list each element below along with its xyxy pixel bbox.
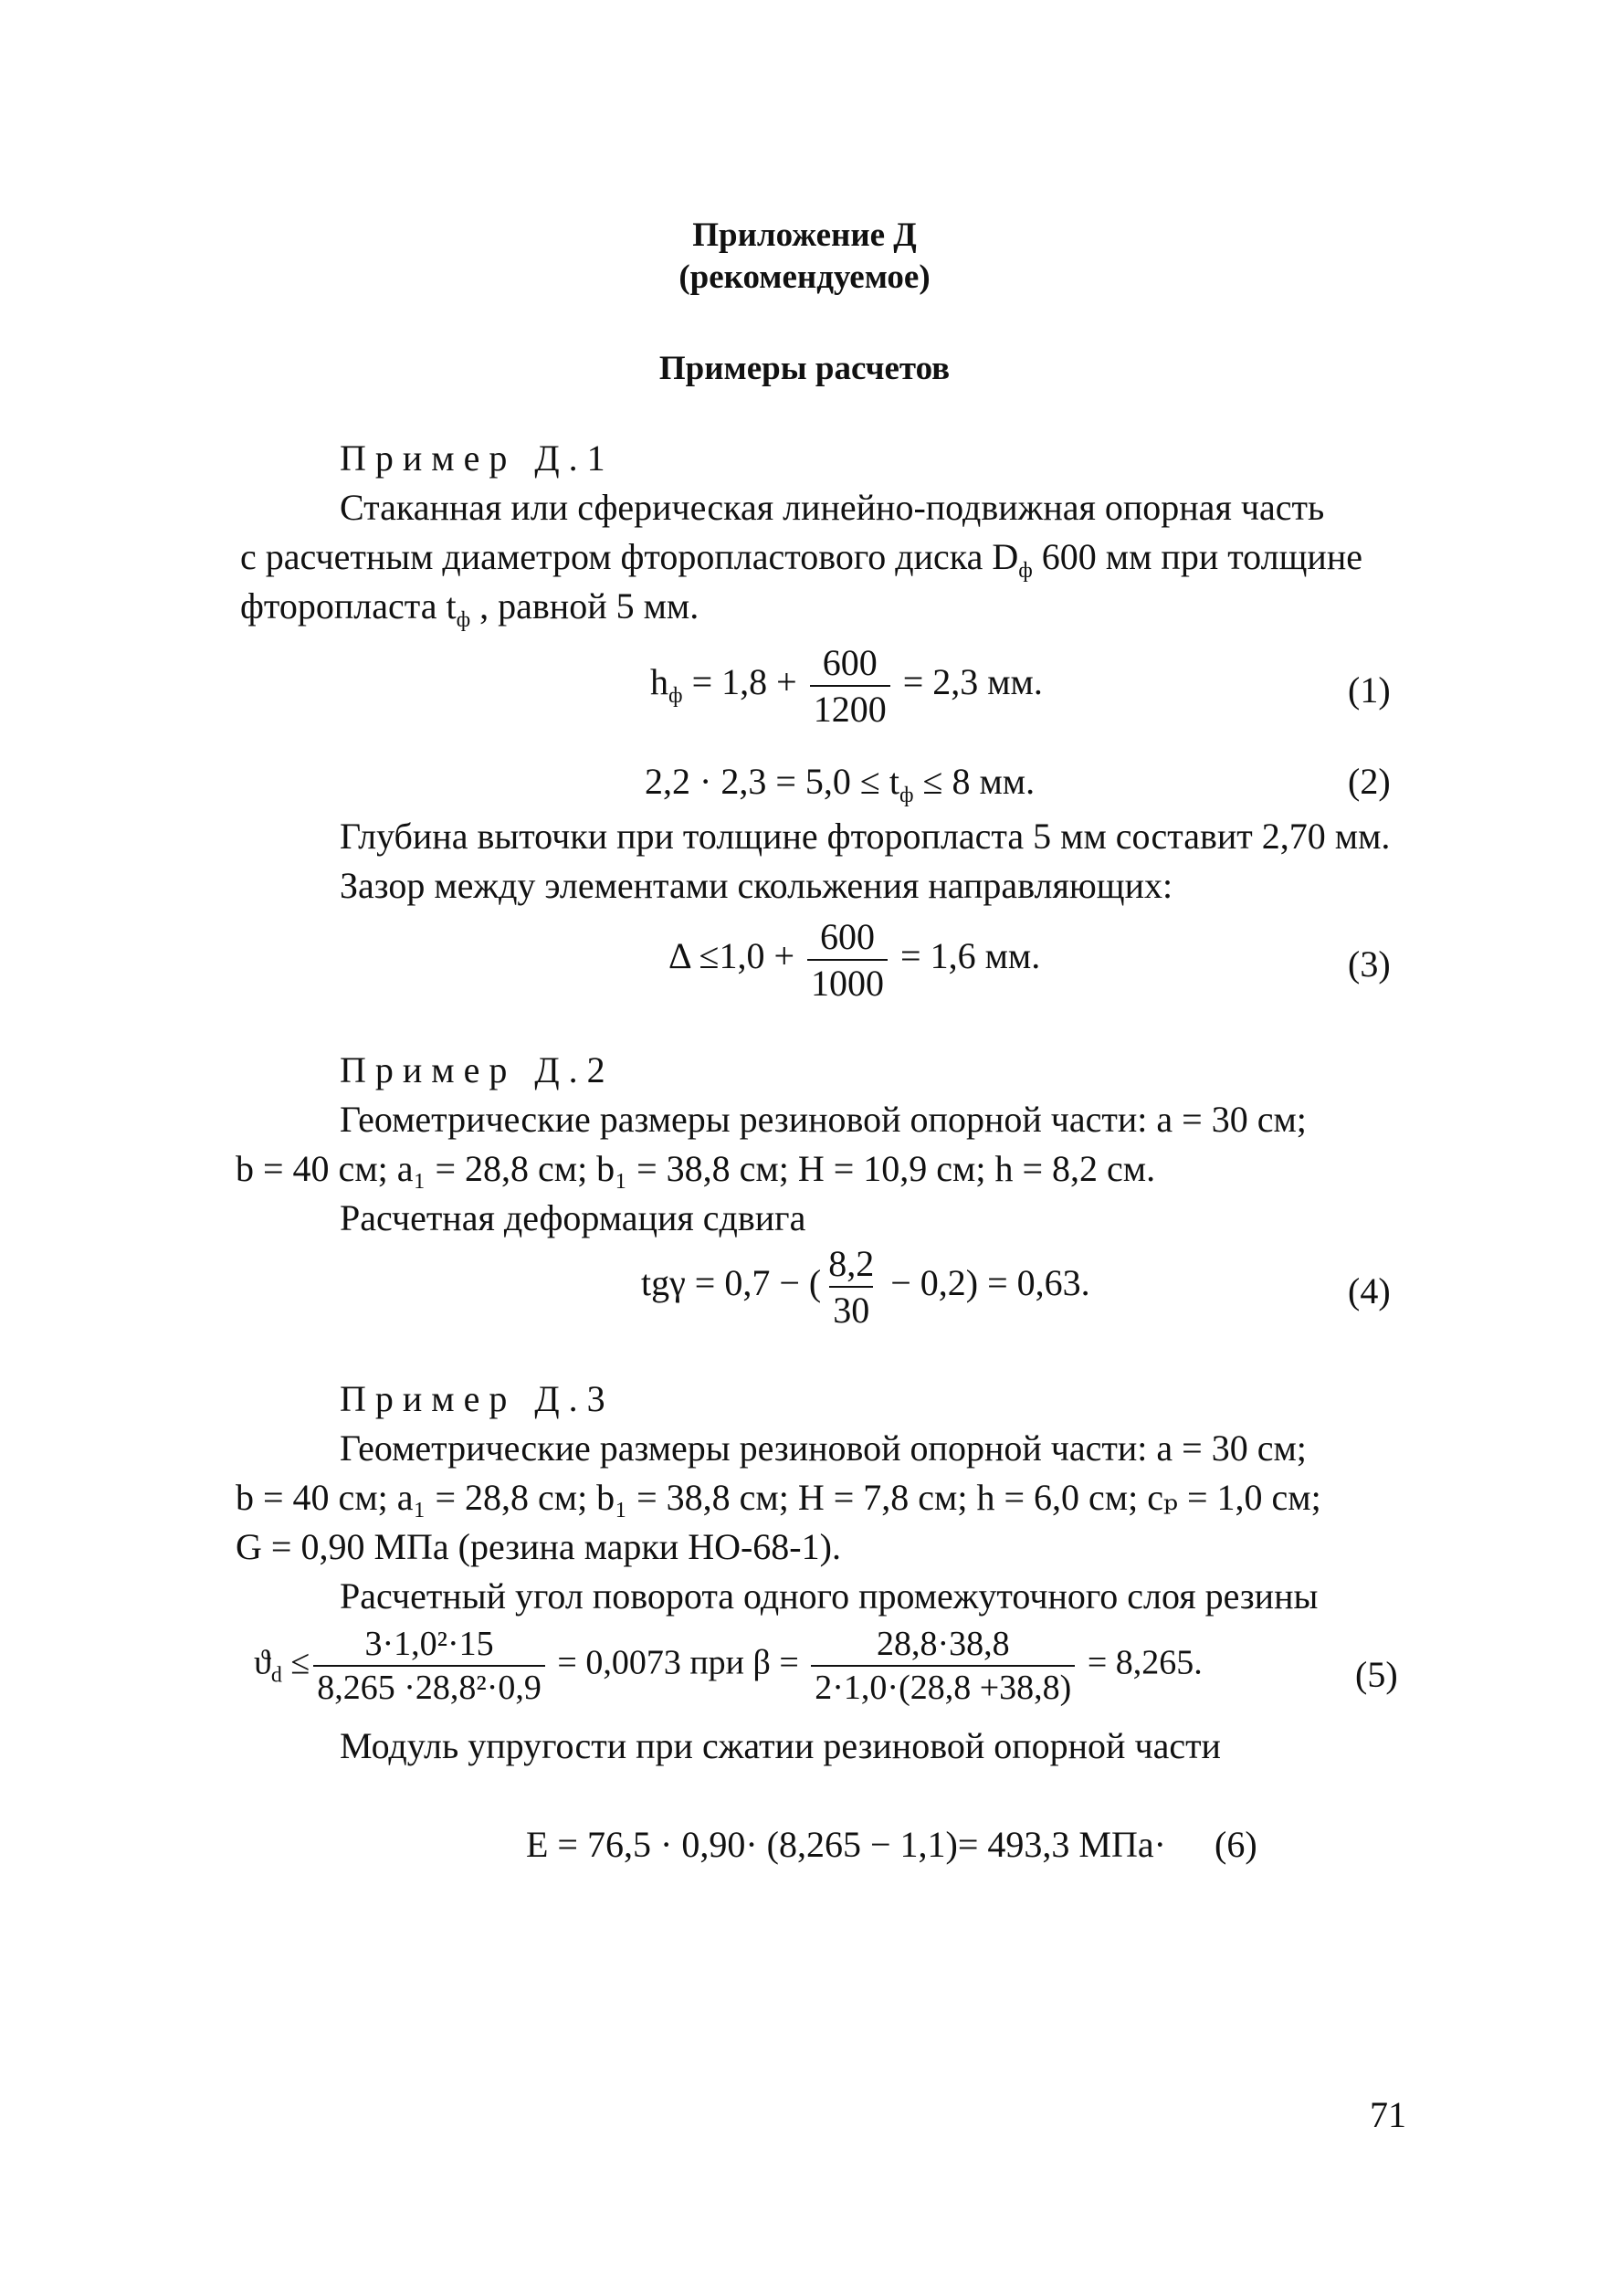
equation-6-number: (6) xyxy=(1215,1824,1257,1865)
equation-2: $2,2 \cdot 2,3 = 5,0 \le t_ф \le 8$ мм. xyxy=(645,761,1036,807)
equation-4: tgγ = 0,7 − ( $\frac{8,2}{30}$ − 0,2) = 0,63. xyxy=(641,1243,1090,1331)
example-2-line-1: Геометрические размеры резиновой опорной части: a = 30 см; xyxy=(340,1099,1307,1140)
equation-5-number: (5) xyxy=(1355,1654,1398,1695)
equation-5-fraction-2: $\frac{28,8\cdot 38,8}{2\cdot 1,0\cdot(28,8 +38,8)}$ xyxy=(811,1624,1075,1708)
example-1-line-2: с расчетным диаметром фторопластового диска $D_ф$ 600 мм при толщине xyxy=(240,536,1362,583)
example-3-line-5: Модуль упругости при сжатии резиновой опорной части xyxy=(340,1725,1221,1766)
page-number: 71 xyxy=(1370,2094,1406,2135)
equation-3-fraction: $\frac{600}{1000}$ xyxy=(807,915,888,1005)
section-title: Примеры расчетов xyxy=(658,350,951,387)
example-3-line-4: Расчетный угол поворота одного промежуточного слоя резины xyxy=(340,1575,1319,1617)
example-1-line-5: Зазор между элементами скольжения направляющих: xyxy=(340,865,1173,906)
appendix-subtitle: (рекомендуемое) xyxy=(678,258,931,296)
example-2-label: Пример Д.2 xyxy=(340,1049,615,1090)
equation-4-number: (4) xyxy=(1348,1270,1391,1311)
equation-1-fraction: $\frac{600}{1200}$ xyxy=(810,641,890,731)
example-1-line-1: Стаканная или сферическая линейно-подвижная опорная часть xyxy=(340,487,1325,528)
equation-3-number: (3) xyxy=(1348,943,1391,985)
example-3-line-2: b = 40 см; a₁ = 28,8 см; b₁ = 38,8 см; H = 7,8 см; h = 6,0 см; cₚ = 1,0 см; xyxy=(236,1477,1321,1518)
equation-6: E = 76,5 · 0,90· (8,265 − 1,1)= 493,3 МПа· xyxy=(526,1824,1166,1865)
appendix-title: Приложение Д xyxy=(692,216,917,254)
example-3-line-3: G = 0,90 МПа (резина марки НО-68-1). xyxy=(236,1526,841,1567)
equation-4-fraction: $\frac{8,2}{30}$ xyxy=(828,1243,875,1331)
equation-5: $ϑ_d$ ≤ $\frac{\text{3·1,0²·15}}{\text{8,265 ·28,8²·0,9}}$ = 0,0073 при β = $\frac{28,8\cdot 38,8}{2\cdot 1,0\cdot(28,8 +38,8)}$ = 8,265. xyxy=(254,1625,1203,1707)
example-1-line-4: Глубина выточки при толщине фторопласта 5 мм составит 2,70 мм. xyxy=(340,816,1391,857)
example-1-label: Пример Д.1 xyxy=(340,437,615,479)
equation-1: $h_ф = 1,8$ + $\frac{600}{1200}$ = 2,3 мм. xyxy=(650,642,1043,730)
example-2-line-2: b = 40 см; a₁ = 28,8 см; b₁ = 38,8 см; H = 10,9 см; h = 8,2 см. xyxy=(236,1148,1156,1189)
equation-2-number: (2) xyxy=(1348,761,1391,802)
example-3-line-1: Геометрические размеры резиновой опорной части: a = 30 см; xyxy=(340,1427,1307,1469)
equation-1-number: (1) xyxy=(1348,669,1391,711)
example-3-label: Пример Д.3 xyxy=(340,1378,615,1419)
equation-5-fraction-1: $\frac{\text{3·1,0²·15}}{\text{8,265 ·28,8²·0,9}}$ xyxy=(313,1624,545,1708)
example-2-line-3: Расчетная деформация сдвига xyxy=(340,1197,806,1238)
example-1-line-3: фторопласта $t_ф$ , равной 5 мм. xyxy=(240,585,699,632)
equation-3: Δ ≤1,0 + $\frac{600}{1000}$ = 1,6 мм. xyxy=(668,916,1041,1004)
